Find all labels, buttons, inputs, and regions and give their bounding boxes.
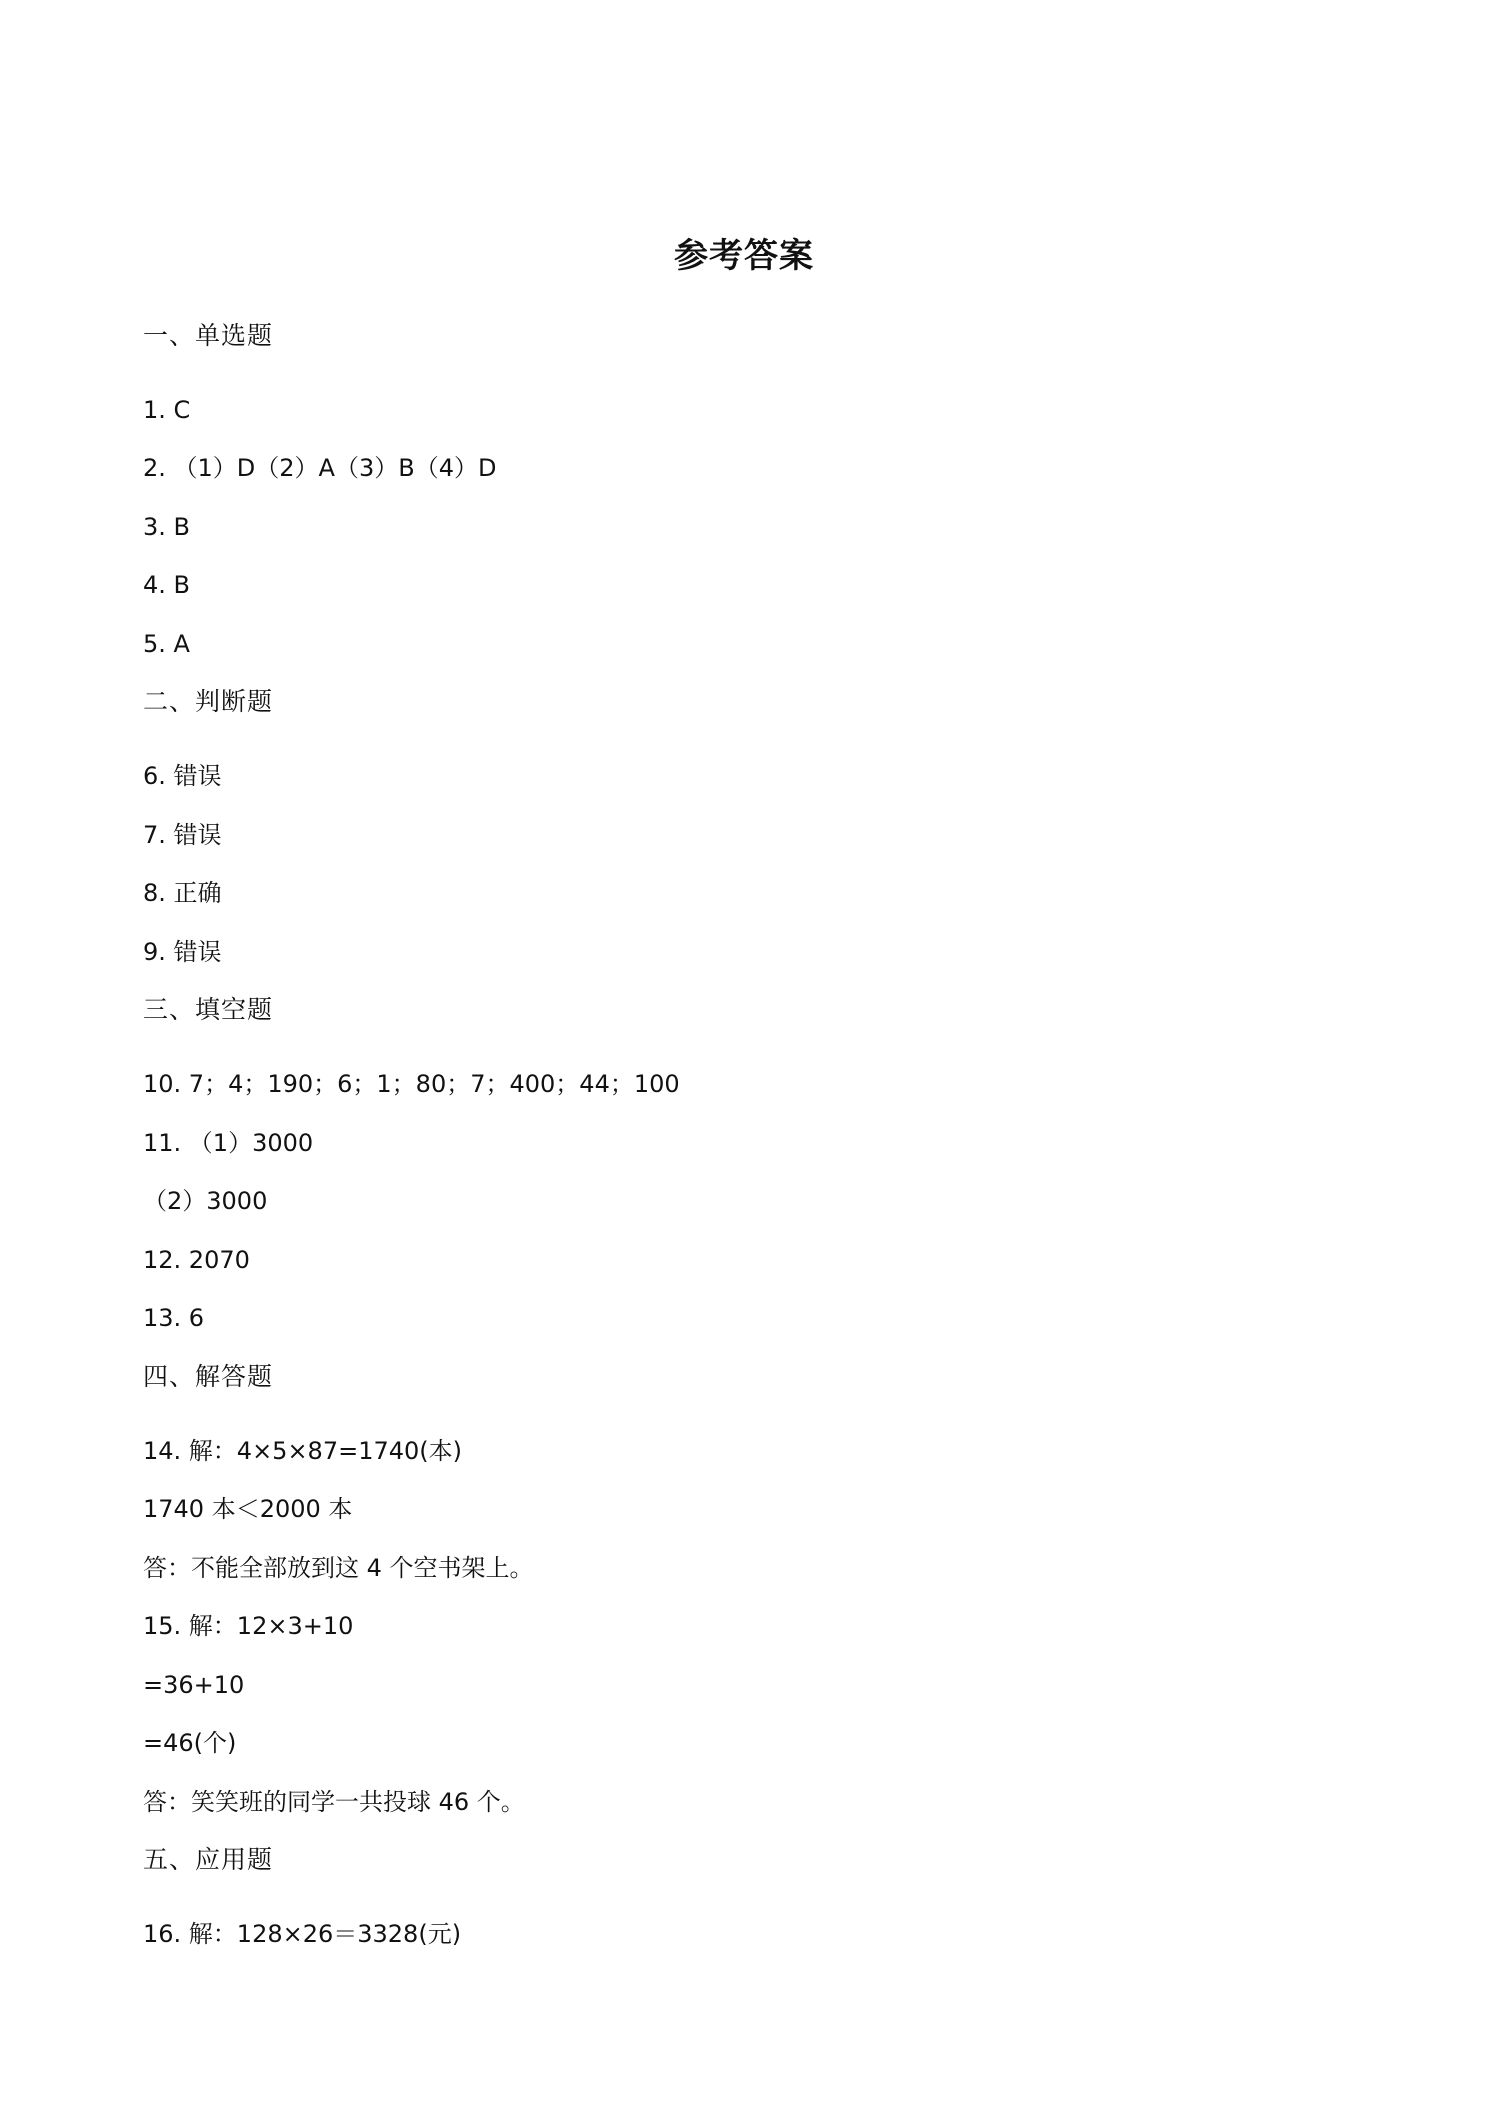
- answer-line: 9. 错误: [143, 938, 222, 966]
- answer-line: 答：笑笑班的同学一共投球 46 个。: [143, 1788, 525, 1816]
- answer-line: 5. A: [143, 630, 190, 658]
- answer-line: 16. 解：128×26＝3328(元): [143, 1920, 462, 1948]
- answer-line: 4. B: [143, 571, 190, 599]
- page-title: 参考答案: [674, 236, 814, 276]
- section-heading-single-choice: 一、单选题: [143, 321, 274, 350]
- answer-line: 12. 2070: [143, 1246, 250, 1274]
- section-heading-true-false: 二、判断题: [143, 687, 274, 716]
- answer-line: 13. 6: [143, 1304, 205, 1332]
- answer-line: 10. 7；4；190；6；1；80；7；400；44；100: [143, 1070, 680, 1098]
- answer-line: 2. （1）D（2）A（3）B（4）D: [143, 454, 497, 482]
- answer-line: 答：不能全部放到这 4 个空书架上。: [143, 1554, 534, 1582]
- answer-line: （2）3000: [143, 1187, 268, 1215]
- answer-line: 8. 正确: [143, 879, 222, 907]
- section-heading-fill-blank: 三、填空题: [143, 995, 274, 1024]
- answer-line: 11. （1）3000: [143, 1129, 314, 1157]
- answer-line: 6. 错误: [143, 762, 222, 790]
- answer-line: 1. C: [143, 396, 191, 424]
- answer-line: =36+10: [143, 1671, 245, 1699]
- answer-line: =46(个): [143, 1729, 237, 1757]
- section-heading-application: 五、应用题: [143, 1845, 274, 1874]
- answer-line: 14. 解：4×5×87=1740(本): [143, 1437, 463, 1465]
- answer-line: 7. 错误: [143, 821, 222, 849]
- section-heading-solve: 四、解答题: [143, 1362, 274, 1391]
- answer-line: 1740 本＜2000 本: [143, 1495, 353, 1523]
- answer-line: 15. 解：12×3+10: [143, 1612, 354, 1640]
- answer-line: 3. B: [143, 513, 190, 541]
